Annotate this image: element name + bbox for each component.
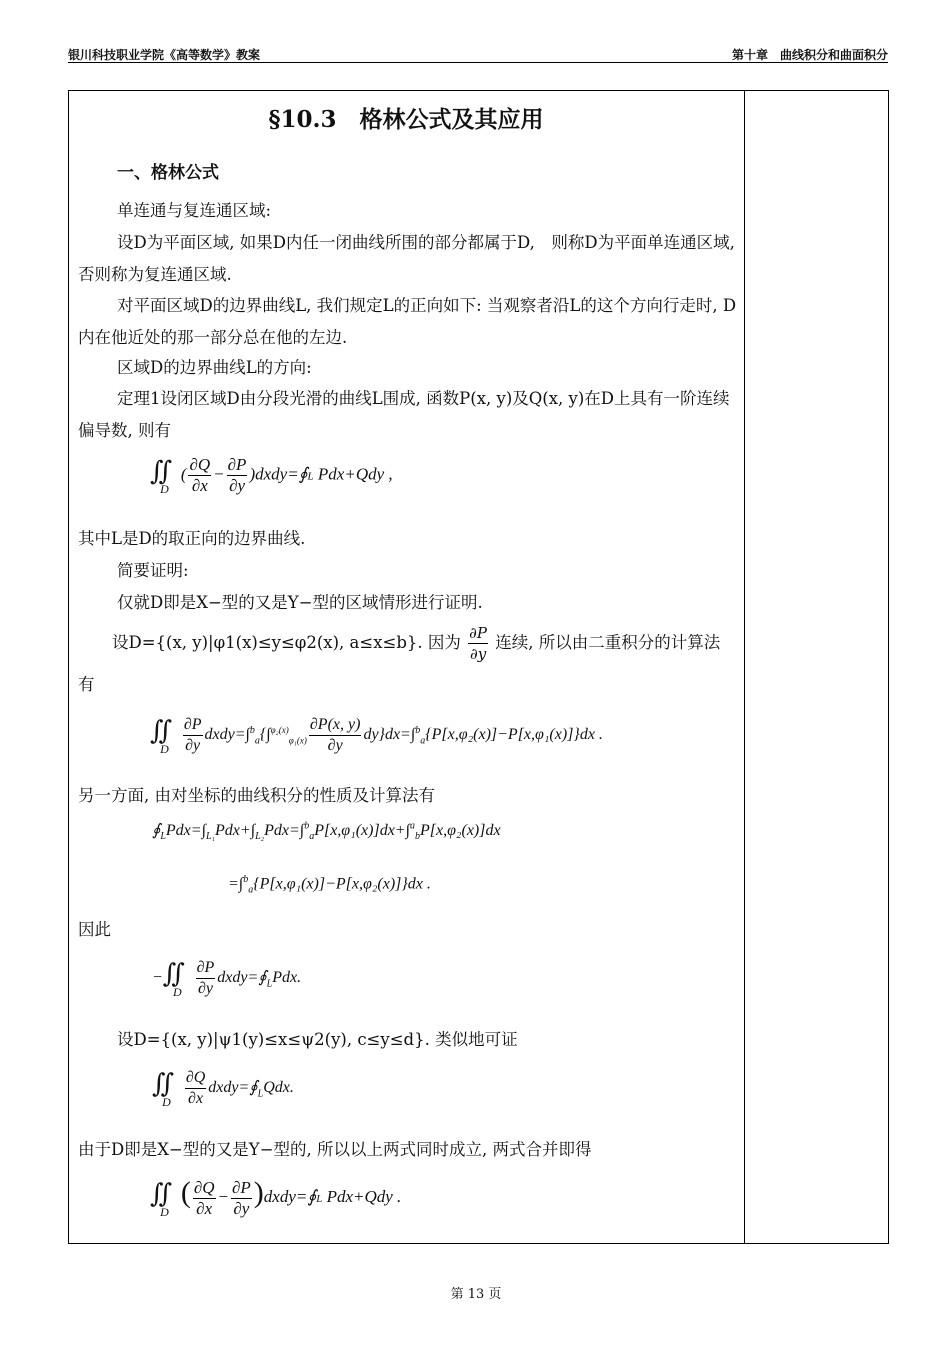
paragraph-9: 设D={(x, y)|φ1(x)≤y≤φ2(x), a≤x≤b}. 因为 $\frac{\partial P}{\partial y}$ 连续, 所以由二重积分的计算法 bbox=[112, 624, 721, 663]
paragraph-4: 区域D的边界曲线L的方向: bbox=[117, 358, 312, 377]
header-right: 第十章 曲线积分和曲面积分 bbox=[731, 48, 888, 62]
paragraph-14: 由于D即是X−型的又是Y−型的, 所以以上两式同时成立, 两式合并即得 bbox=[78, 1140, 592, 1159]
paragraph-6: 其中L是D的取正向的边界曲线. bbox=[78, 529, 306, 548]
paragraph-3: 对平面区域D的边界曲线L, 我们规定L的正向如下: 当观察者沿L的这个方向行走时, D内在他近处的那一部分总在他的左边. bbox=[78, 296, 737, 347]
formula-green-2: $∬_D$( $\frac{\partial Q}{\partial x}$ − $\frac{\partial P}{\partial y}$ )dxdy=∮L Pdx+Qdy . bbox=[150, 1176, 402, 1219]
paragraph-11: 另一方面, 由对坐标的曲线积分的性质及计算法有 bbox=[78, 786, 435, 805]
paragraph-12: 因此 bbox=[78, 920, 111, 939]
formula-green-1: $∬_D$( $\frac{\partial Q}{\partial x}$ − $\frac{\partial P}{\partial y}$ )dxdy=∮L Pdx+Qdy , bbox=[150, 455, 393, 497]
formula-step-1: $∬_D$ $\frac{\partial P}{\partial y}$ dxdy=∫$^b_a${∫$^{\varphi_2(x)}_{\varphi_1(x)}$ $\frac{\partial P(x, y)}{\partial y}$ dy}dx=∫$^b_a${P[x,φ₂(x)]−P[x,φ₁(x)]}dx . bbox=[150, 716, 603, 757]
paragraph-13: 设D={(x, y)|ψ1(y)≤x≤ψ2(y), c≤y≤d}. 类似地可证 bbox=[117, 1030, 518, 1049]
section-heading: 一、格林公式 bbox=[117, 163, 219, 183]
formula-step-4: $∬_D$ $\frac{\partial Q}{\partial x}$ $dxdy=∮_LQdx$. bbox=[152, 1069, 294, 1110]
page-title: §10.3 格林公式及其应用 bbox=[268, 106, 544, 133]
paragraph-7: 简要证明: bbox=[117, 561, 189, 580]
paragraph-8: 仅就D即是X−型的又是Y−型的区域情形进行证明. bbox=[117, 593, 483, 612]
paragraph-1: 单连通与复连通区域: bbox=[117, 201, 272, 220]
paragraph-2: 设D为平面区域, 如果D内任一闭曲线所围的部分都属于D, 则称D为平面单连通区域, 否则称为复连通区域. bbox=[78, 233, 735, 284]
formula-step-3: $-∬_D$ $\frac{\partial P}{\partial y}$ $dxdy=∮_LPdx$. bbox=[152, 959, 302, 1000]
column-divider bbox=[744, 90, 745, 1244]
formula-step-2a: $∮_LPdx=\int_{L_1}Pdx+\int_{L_2}Pdx=\int^b_aP[x,\varphi_1(x)]dx+\int^a_bP[x,\varphi_2(x)]dx$ bbox=[152, 820, 501, 843]
page-number: 第 13 页 bbox=[450, 1287, 502, 1302]
header-left: 银川科技职业学院《高等数学》教案 bbox=[68, 48, 261, 62]
paragraph-10: 有 bbox=[78, 675, 95, 694]
paragraph-5: 定理1设闭区域D由分段光滑的曲线L围成, 函数P(x, y)及Q(x, y)在D上具有一阶连续偏导数, 则有 bbox=[78, 389, 730, 440]
page-header bbox=[68, 46, 888, 63]
formula-step-2b: =∫$^b_a${P[x,φ₁(x)]−P[x,φ₂(x)]}dx . bbox=[228, 874, 431, 896]
